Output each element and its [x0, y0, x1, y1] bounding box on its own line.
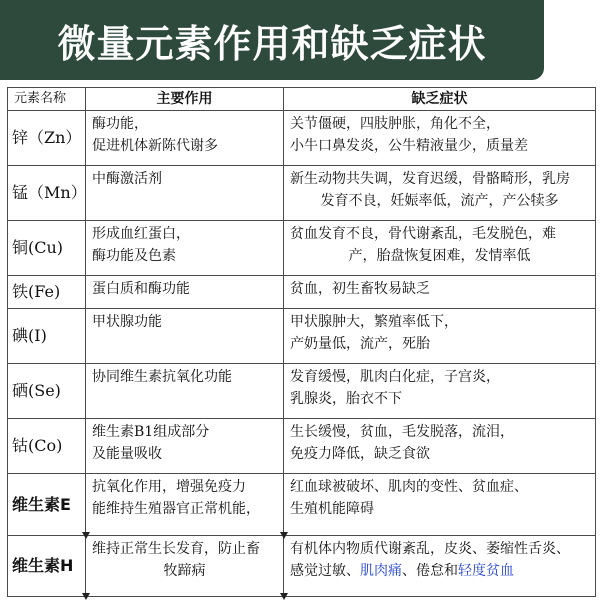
- page-title: 微量元素作用和缺乏症状: [57, 21, 487, 66]
- element-name: 碘(I): [8, 309, 86, 364]
- table-row: [8, 166, 596, 221]
- deficiency-cell: [284, 309, 596, 364]
- deficiency-line: 生长缓慢，贫血，毛发脱落，流泪，: [290, 424, 514, 441]
- function-cell: [86, 221, 284, 276]
- deficiency-line: 甲状腺肿大，繁殖率低下，: [290, 314, 458, 331]
- deficiency-line: 新生动物共失调，发育迟缓，骨骼畸形，乳房: [290, 171, 570, 188]
- function-cell: [86, 535, 284, 596]
- element-name: 锰（Mn）: [8, 166, 86, 221]
- deficiency-line: 有机体内物质代谢紊乱，皮炎、萎缩性舌炎、: [290, 540, 570, 557]
- deficiency-cell: [284, 221, 596, 276]
- table-row: [8, 276, 596, 309]
- deficiency-line: [290, 560, 589, 582]
- symptom-text-highlight: 肌肉痛: [360, 562, 402, 579]
- table-row: [8, 111, 596, 166]
- function-cell: [86, 276, 284, 309]
- table-row: [8, 364, 596, 419]
- function-line: 蛋白质和酶功能: [92, 281, 190, 298]
- function-cell: [86, 166, 284, 221]
- function-line: 酶功能，: [92, 116, 148, 132]
- deficiency-line: 生殖机能障碍: [290, 501, 374, 518]
- header-element-name: 元素名称: [8, 88, 86, 111]
- title-banner: [0, 0, 544, 80]
- deficiency-cell: [284, 166, 596, 221]
- deficiency-cell: [284, 276, 596, 309]
- arrow-down-icon: [280, 593, 288, 600]
- function-cell: [86, 309, 284, 364]
- function-line: 甲状腺功能: [92, 314, 162, 331]
- table-row: [8, 535, 596, 596]
- deficiency-line: 发育缓慢，肌肉白化症，子宫炎，: [290, 369, 500, 386]
- deficiency-line: 关节僵硬，四肢肿胀，角化不全，: [290, 116, 500, 132]
- function-line: 及能量吸收: [92, 446, 162, 463]
- symptom-text: 、倦怠和: [402, 562, 458, 579]
- deficiency-line: 产奶量低，流产，死胎: [290, 336, 430, 353]
- function-line: 形成血红蛋白，: [92, 226, 190, 243]
- function-line: 协同维生素抗氧化功能: [92, 369, 232, 386]
- arrow-down-icon: [82, 593, 90, 600]
- table-header-row: [8, 88, 596, 111]
- element-name: 铜(Cu): [8, 221, 86, 276]
- function-line: 维持正常生长发育，防止畜: [92, 540, 260, 557]
- deficiency-line: 发育不良，妊娠率低，流产，产公犊多: [320, 193, 559, 210]
- deficiency-cell: [284, 474, 596, 535]
- function-cell: [86, 474, 284, 535]
- function-cell: [86, 419, 284, 474]
- function-cell: [86, 364, 284, 419]
- header-main-function: 主要作用: [86, 88, 284, 111]
- function-cell: [86, 111, 284, 166]
- deficiency-cell: [284, 111, 596, 166]
- deficiency-line: 贫血，初生畜牧易缺乏: [290, 281, 430, 298]
- element-name: 铁(Fe): [8, 276, 86, 309]
- element-name: 锌（Zn）: [8, 111, 86, 166]
- function-line: 抗氧化作用，增强免疫力: [92, 479, 246, 496]
- deficiency-line: 贫血发育不良，骨代谢紊乱，毛发脱色，难: [290, 226, 556, 243]
- element-name: 维生素E: [8, 474, 86, 535]
- element-name: 钴(Co): [8, 419, 86, 474]
- table-row: [8, 419, 596, 474]
- deficiency-cell: [284, 419, 596, 474]
- header-deficiency-symptoms: 缺乏症状: [284, 88, 596, 111]
- deficiency-line: 红血球被破坏、肌肉的变性、贫血症、: [290, 479, 528, 496]
- symptom-text-highlight: 轻度贫血: [458, 562, 514, 579]
- element-name: 维生素H: [8, 535, 86, 596]
- nutrient-table: [7, 87, 596, 597]
- element-name: 硒(Se): [8, 364, 86, 419]
- table-row: [8, 309, 596, 364]
- function-line: 促进机体新陈代谢多: [92, 138, 218, 154]
- symptom-text: 感觉过敏、: [290, 562, 360, 579]
- function-line: 牧蹄病: [163, 562, 206, 579]
- function-line: 酶功能及色素: [92, 248, 176, 265]
- deficiency-line: 乳腺炎，胎衣不下: [290, 391, 402, 408]
- deficiency-cell: [284, 364, 596, 419]
- table-row: [8, 474, 596, 535]
- function-line: 中酶激活剂: [92, 171, 162, 188]
- deficiency-line: 免疫力降低，缺乏食欲: [290, 446, 430, 463]
- function-line: 能维持生殖器官正常机能，: [92, 501, 260, 518]
- function-line: 维生素B1组成部分: [92, 424, 210, 441]
- table-row: [8, 221, 596, 276]
- deficiency-cell: [284, 535, 596, 596]
- deficiency-line: 小牛口鼻发炎，公牛精液量少，质量差: [290, 138, 528, 154]
- deficiency-line: 产，胎盘恢复困难，发情率低: [348, 248, 531, 265]
